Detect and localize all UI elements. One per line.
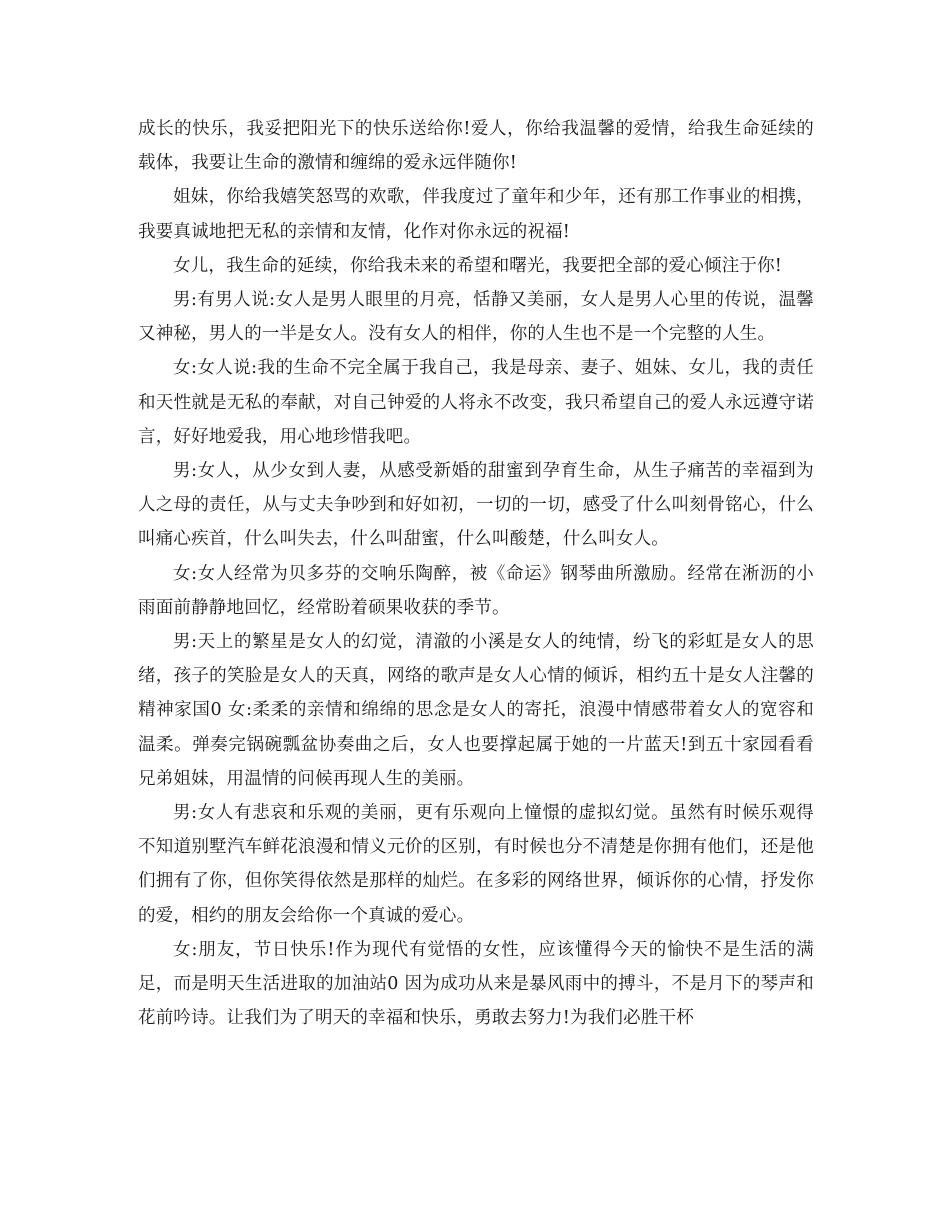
paragraph-10: 女:朋友，节日快乐!作为现代有觉悟的女性，应该懂得今天的愉快不是生活的满足，而是明天生活进取的加油站0 因为成功从来是暴风雨中的搏斗，不是月下的琴声和花前吟诗。让我们为了明天的幸福和快乐，勇敢去努力!为我们必胜干杯: [138, 939, 814, 1029]
paragraph-9: 男:女人有悲哀和乐观的美丽，更有乐观向上憧憬的虚拟幻觉。虽然有时候乐观得不知道别墅汽车鲜花浪漫和情义元价的区别，有时候也分不清楚是你拥有他们，还是他们拥有了你，但你笑得依然是那样的灿烂。在多彩的网络世界，倾诉你的心情，抒发你的爱，相约的朋友会给你一个真诚的爱心。: [138, 803, 814, 926]
paragraph-8: 男:天上的繁星是女人的幻觉，清澈的小溪是女人的纯情，纷飞的彩虹是女人的思绪，孩子的笑脸是女人的天真，网络的歌声是女人心情的倾诉，相约五十是女人注馨的精神家国0 女:柔柔的亲情和绵绵的思念是女人的寄托，浪漫中情感带着女人的宽容和温柔。弹奏完锅碗瓢盆协奏曲之后，女人也要撑起属于她的一片蓝天!到五十家园看看兄弟姐妹，用温情的问候再现人生的美丽。: [138, 632, 814, 789]
paragraph-2: 姐妹，你给我嬉笑怒骂的欢歌，伴我度过了童年和少年，还有那工作事业的相携，我要真诚地把无私的亲情和友情，化作对你永远的祝福!: [138, 187, 814, 242]
paragraph-5: 女:女人说:我的生命不完全属于我自己，我是母亲、妻子、姐妹、女儿，我的责任和天性就是无私的奉献，对自己钟爱的人将永不改变，我只希望自己的爱人永远遵守诺言，好好地爱我，用心地珍惜我吧。: [138, 358, 814, 447]
paragraph-3: 女儿，我生命的延续，你给我未来的希望和曙光，我要把全部的爱心倾注于你!: [173, 255, 783, 276]
paragraph-1: 成长的快乐，我妥把阳光下的快乐送给你!爱人，你给我温馨的爱情，给我生命延续的载体，我要让生命的激情和缠绵的爱永远伴随你!: [138, 119, 814, 174]
document-body: [138, 112, 814, 1035]
paragraph-4: 男:有男人说:女人是男人眼里的月亮，恬静又美丽，女人是男人心里的传说，温馨又神秘，男人的一半是女人。没有女人的相伴，你的人生也不是一个完整的人生。: [138, 290, 814, 345]
paragraph-7: 女:女人经常为贝多芬的交响乐陶醉，被《命运》钢琴曲所激励。经常在淅沥的小雨面前静静地回忆，经常盼着硕果收获的季节。: [138, 563, 814, 618]
paragraph-6: 男:女人，从少女到人妻，从感受新婚的甜蜜到孕育生命，从生子痛苦的幸福到为人之母的责任，从与丈夫争吵到和好如初，一切的一切，感受了什么叫刻骨铭心，什么叫痛心疾首，什么叫失去，什么叫甜蜜，什么叫酸楚，什么叫女人。: [138, 461, 814, 550]
